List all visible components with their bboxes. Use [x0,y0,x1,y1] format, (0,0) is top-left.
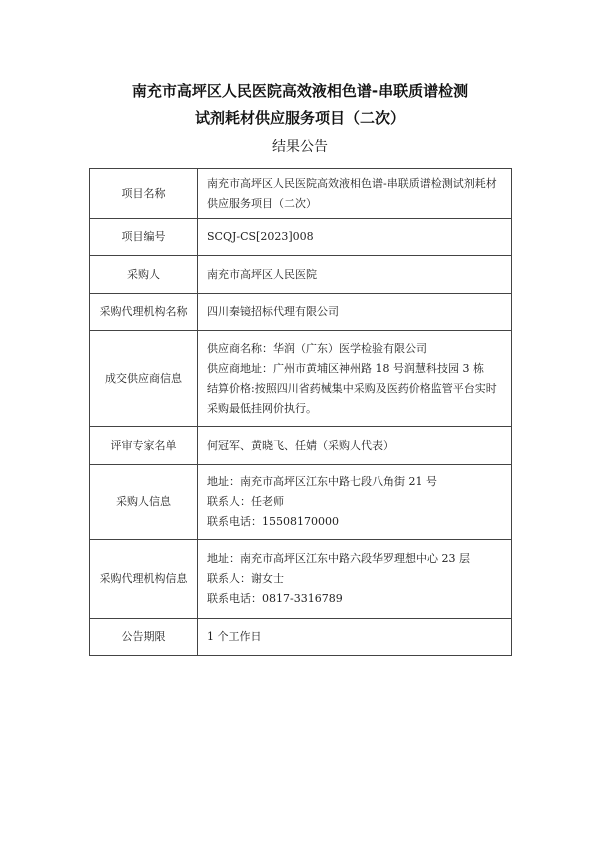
value-line: 南充市高坪区人民医院 [207,267,317,281]
value-line: 四川秦镜招标代理有限公司 [207,305,339,318]
value-line: 1 个工作日 [207,630,262,643]
row-value [198,427,512,465]
table-row-agency-info [90,540,512,619]
row-label: 采购代理机构信息 [90,540,198,619]
row-value [198,294,512,331]
table-row-agency-name [90,294,512,331]
value-line: 结算价格:按照四川省药械集中采购及医药价格监管平台实时采购最低挂网价执行。 [207,381,497,415]
document-subtitle: 结果公告 [272,139,328,155]
value-line: 联系电话：15508170000 [207,515,339,528]
table-row-project-name [90,169,512,219]
table-row-expert-list [90,427,512,465]
value-line: 地址：南充市高坪区江东中路七段八角街 21 号 [207,475,437,488]
row-label: 公告期限 [90,619,198,656]
value-line: 何冠军、黄晓飞、任婧（采购人代表） [207,438,394,452]
value-line: 联系电话：0817-3316789 [207,592,343,605]
row-value [198,219,512,256]
row-value [198,465,512,540]
value-line: 南充市高坪区人民医院高效液相色谱-串联质谱检测试剂耗材供应服务项目（二次） [207,176,497,210]
document-title-line2: 试剂耗材供应服务项目（二次） [194,109,405,127]
table-row-purchaser [90,256,512,294]
row-label: 采购代理机构名称 [90,294,198,331]
table-row-project-number [90,219,512,256]
row-label: 采购人信息 [90,465,198,540]
table-row-purchaser-info [90,465,512,540]
row-label: 成交供应商信息 [90,331,198,427]
value-line: SCQJ-CS[2023]008 [207,230,314,243]
row-value [198,619,512,656]
row-label: 评审专家名单 [90,427,198,465]
value-line: 联系人：任老师 [207,495,284,508]
row-value [198,169,512,219]
row-label: 项目名称 [90,169,198,219]
value-line: 供应商地址：广州市黄埔区神州路 18 号润慧科技园 3 栋 [207,361,484,375]
table-row-announcement-period [90,619,512,656]
row-value [198,256,512,294]
row-label: 项目编号 [90,219,198,256]
table-row-supplier-info [90,331,512,427]
value-line: 供应商名称：华润（广东）医学检验有限公司 [207,341,427,355]
value-line: 地址：南充市高坪区江东中路六段华罗理想中心 23 层 [207,552,470,565]
document-title-line1: 南充市高坪区人民医院高效液相色谱-串联质谱检测 [131,82,469,100]
row-label: 采购人 [90,256,198,294]
row-value [198,540,512,619]
announcement-table [89,168,512,656]
value-line: 联系人：谢女士 [207,572,284,585]
row-value [198,331,512,427]
